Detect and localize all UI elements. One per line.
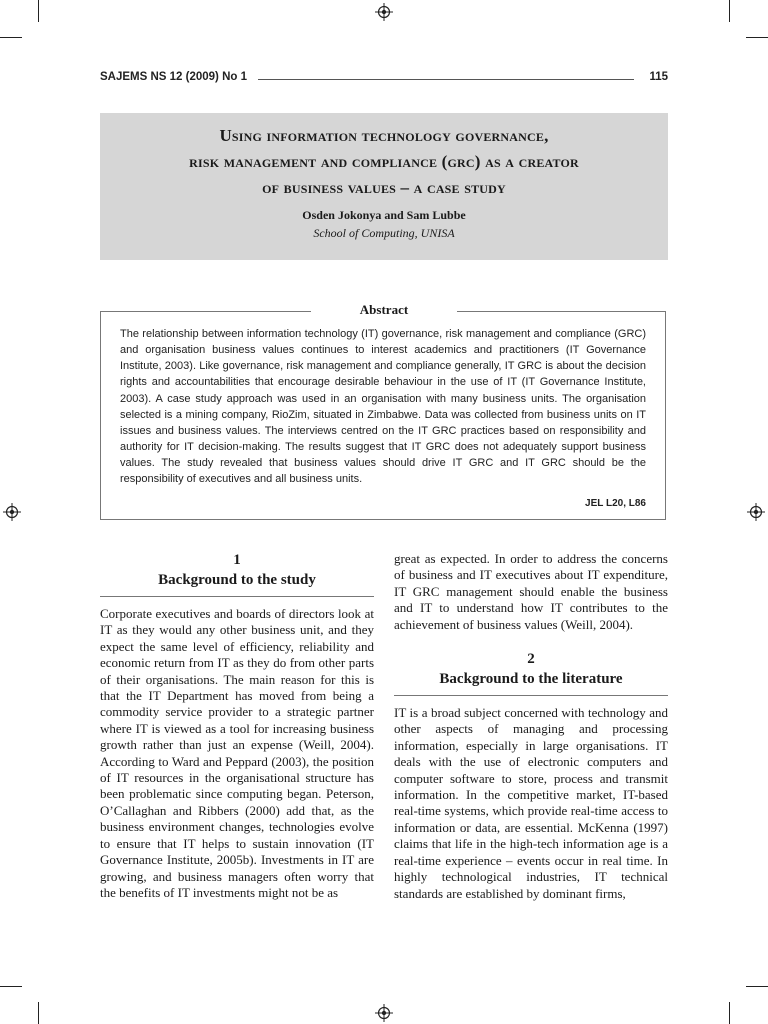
section-title: Background to the study: [158, 572, 316, 588]
abstract-heading: Abstract: [311, 302, 457, 318]
registration-target-icon: [375, 1004, 393, 1022]
right-column: [394, 551, 668, 902]
running-head: [100, 71, 668, 87]
title-line: of business values – a case study: [262, 178, 506, 197]
section-number: 1: [233, 552, 241, 568]
abstract-text: The relationship between information technology (IT) governance, risk management and compliance (GRC) and organisation business values continues to interest academics and practitioners (IT Governance Institute, 2003). Like governance, risk management and compliance generally, IT GRC is about the decision rights and accountabilities that encourage desirable behaviour in the use of IT (IT Governance Institute, 2003). A case study approach was used in an organisation with many business units. The organisation selected is a mining company, RioZim, situated in Zimbabwe. Data was collected from business units on IT issues and business values. The interviews centred on the IT GRC practices based on responsibility and authority for IT decision-making. The results suggest that IT GRC does not adequately support business values. The study revealed that business values should drive IT GRC and IT GRC should be the responsibility of executives and all business units.: [120, 328, 646, 486]
page-number: 115: [649, 71, 668, 83]
title-line: risk management and compliance (grc) as a creator: [189, 152, 579, 171]
crop-mark: [38, 1002, 39, 1024]
crop-mark: [729, 0, 730, 22]
authors: Osden Jokonya and Sam Lubbe: [302, 208, 466, 222]
crop-mark: [0, 37, 22, 38]
registration-target-icon: [3, 503, 21, 521]
crop-mark: [0, 986, 22, 987]
body-paragraph: Corporate executives and boards of directors look at IT as they would any other business unit, and they expect the same level of efficiency, reliability and economic return from IT as they do from other parts of their organisations. The main reason for this is that the IT Department has moved from being a commodity service provider to a strategic partner where IT is viewed as a tool for increasing business growth rather than just an expense (Weill, 2004). According to Ward and Peppard (2003), the position of IT resources in the organisational structure has been problematic since computing began. Peterson, O’Callaghan and Ribbers (2000) add that, as the business environment changes, technologies evolve to ensure that IT helps to sustain innovation (IT Governance Institute, 2005b). Investments in IT are growing, and business managers often worry that the benefits of IT investments might not be as: [100, 606, 374, 900]
registration-target-icon: [747, 503, 765, 521]
jel-codes: JEL L20, L86: [585, 498, 646, 509]
crop-mark: [729, 1002, 730, 1024]
registration-target-icon: [375, 3, 393, 21]
section-rule: [394, 695, 668, 696]
section-title: Background to the literature: [439, 671, 623, 688]
section-rule: [100, 596, 374, 597]
affiliation: School of Computing, UNISA: [313, 226, 455, 240]
crop-mark: [746, 37, 768, 38]
abstract-box: [100, 302, 666, 520]
left-column: [100, 551, 374, 901]
article-title: [130, 123, 638, 201]
section-number: 2: [527, 651, 535, 668]
crop-mark: [746, 986, 768, 987]
crop-mark: [38, 0, 39, 22]
body-paragraph: great as expected. In order to address the concerns of business and IT executives about IT expenditure, IT GRC management should enable the business and IT to understand how IT contributes to the achievement of business values (Weill, 2004).: [394, 551, 668, 632]
header-rule: [258, 79, 634, 80]
title-block: [100, 113, 668, 260]
journal-citation: SAJEMS NS 12 (2009) No 1: [100, 71, 248, 83]
title-line: Using information technology governance,: [219, 126, 549, 145]
body-paragraph: IT is a broad subject concerned with technology and other aspects of managing and processing information, especially in large organisations. IT deals with the use of electronic computers and computer software to store, process and transmit information. In the competitive market, IT-based real-time systems, which provide real-time access to information or data, are essential. McKenna (1997) claims that life in the high-tech information age is a real-time experience – events occur in real time. In highly technological industries, IT technical standards are established by dominant firms,: [394, 705, 668, 901]
